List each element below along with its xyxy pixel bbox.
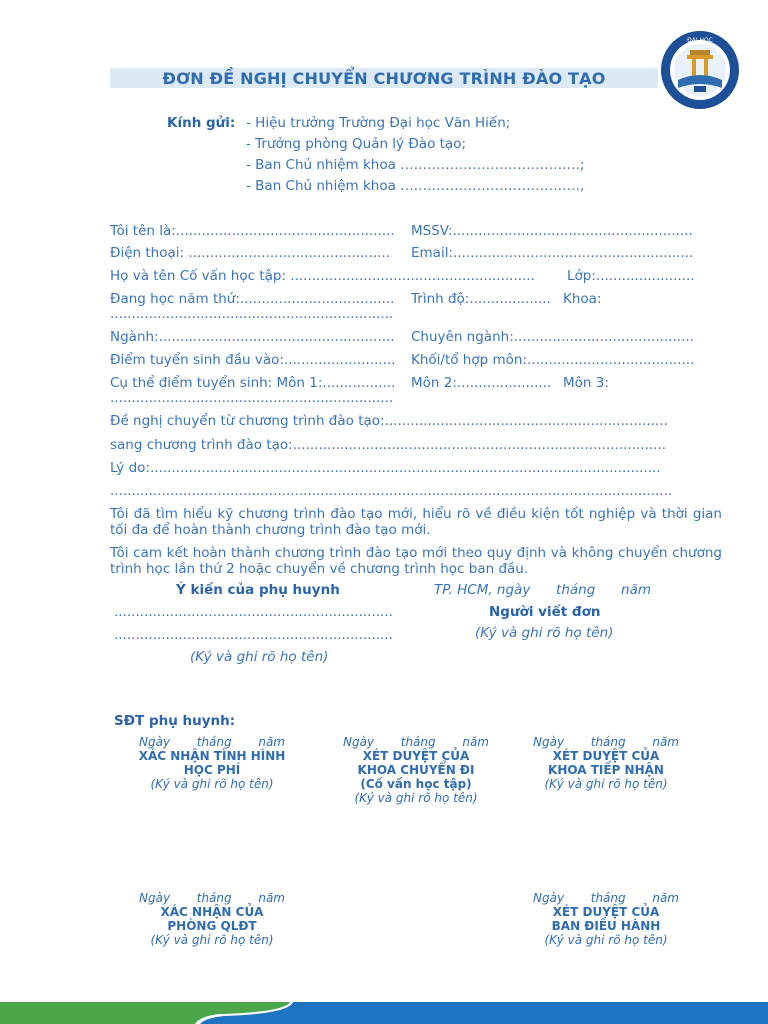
date-line: Ngày tháng năm xyxy=(139,735,285,749)
reason-continued: ................................................................................................................................... xyxy=(110,483,673,499)
statement-commitment: Tôi cam kết hoàn thành chương trình đào tạo mới theo quy định và không chuyển chương trình học lần thứ 2 hoặc chuyển về chương trình học ban đầu. xyxy=(110,545,722,577)
level-field: Trình độ:................... xyxy=(411,291,551,307)
reason-field: Lý do:....................................................................................................................... xyxy=(110,460,661,476)
form-title: ĐƠN ĐỀ NGHỊ CHUYỂN CHƯƠNG TRÌNH ĐÀO TẠO xyxy=(162,69,606,88)
class-field: Lớp:....................... xyxy=(567,268,695,284)
to-program-field: sang chương trình đào tạo:....................................................................................... xyxy=(110,437,667,453)
block-heading: PHÒNG QLĐT xyxy=(167,919,257,933)
date-line: Ngày tháng năm xyxy=(139,891,285,905)
subject-3-continued: .................................................................. xyxy=(110,390,394,406)
recipient-line-1: - Hiệu trưởng Trường Đại học Văn Hiến; xyxy=(246,115,511,131)
leaving-faculty-block xyxy=(326,735,506,805)
specialization-field: Chuyên ngành:.......................................... xyxy=(411,329,694,345)
statement-understanding: Tôi đã tìm hiểu kỹ chương trình đào tạo mới, hiểu rõ về điều kiện tốt nghiệp và thời gian tối đa để hoàn thành chương trình đào tạo mới. xyxy=(110,506,722,538)
parent-opinion-line-1: ................................................................. xyxy=(114,604,393,620)
board-approval-block xyxy=(516,891,696,947)
advisor-field: Họ và tên Cố vấn học tập: ......................................................... xyxy=(110,268,535,284)
parent-phone-label: SĐT phụ huynh: xyxy=(114,713,236,729)
qldt-confirmation-block xyxy=(122,891,302,947)
applicant-title: Người viết đơn xyxy=(489,604,601,620)
block-heading: XÁC NHẬN CỦA xyxy=(160,905,264,919)
subject-group-field: Khối/tổ hợp môn:....................................... xyxy=(411,352,695,368)
sign-note: (Ký và ghi rõ họ tên) xyxy=(544,777,668,791)
recipient-line-3: - Ban Chủ nhiệm khoa ……………………………….…; xyxy=(246,157,585,173)
block-heading: KHOA CHUYỂN ĐI xyxy=(357,763,475,777)
faculty-field: Khoa: xyxy=(563,291,602,307)
footer-wave xyxy=(0,1002,768,1024)
receiving-faculty-block xyxy=(516,735,696,791)
block-heading: HỌC PHÍ xyxy=(183,763,241,777)
major-field: Ngành:....................................................... xyxy=(110,329,395,345)
parent-opinion-title: Ý kiến của phụ huynh xyxy=(176,582,340,598)
block-heading: XÉT DUYỆT CỦA xyxy=(362,749,470,763)
faculty-field-continued: .................................................................. xyxy=(110,306,394,322)
recipient-line-2: - Trưởng phòng Quản lý Đào tạo; xyxy=(246,136,467,152)
parent-sign-note: (Ký và ghi rõ họ tên) xyxy=(190,649,329,665)
block-heading: KHOA TIẾP NHẬN xyxy=(548,763,664,777)
score-detail-field: Cụ thể điểm tuyển sinh: Môn 1:................. xyxy=(110,375,396,391)
block-heading: XÁC NHẬN TÌNH HÌNH xyxy=(138,749,286,763)
from-program-field: Đề nghị chuyển từ chương trình đào tạo:.................................................................. xyxy=(110,413,668,429)
parent-opinion-line-2: ................................................................. xyxy=(114,627,393,643)
student-id-field: MSSV:........................................................ xyxy=(411,223,693,239)
name-field: Tôi tên là:................................................... xyxy=(110,223,395,239)
fee-confirmation-block xyxy=(122,735,302,791)
block-heading: BAN ĐIỀU HÀNH xyxy=(551,919,661,933)
applicant-sign-note: (Ký và ghi rõ họ tên) xyxy=(475,625,614,641)
block-heading: XÉT DUYỆT CỦA xyxy=(552,905,660,919)
svg-text:ĐẠI HỌC: ĐẠI HỌC xyxy=(687,37,713,44)
block-heading: (Cố vấn học tập) xyxy=(360,777,472,791)
entry-score-field: Điểm tuyển sinh đầu vào:.......................... xyxy=(110,352,396,368)
university-logo xyxy=(660,30,740,110)
phone-field: Điện thoại: ............................................... xyxy=(110,245,391,261)
sign-note: (Ký và ghi rõ họ tên) xyxy=(544,933,668,947)
sign-note: (Ký và ghi rõ họ tên) xyxy=(354,791,478,805)
date-line: Ngày tháng năm xyxy=(343,735,489,749)
date-line: Ngày tháng năm xyxy=(533,891,679,905)
sign-note: (Ký và ghi rõ họ tên) xyxy=(150,777,274,791)
subject-3-field: Môn 3: xyxy=(563,375,609,391)
recipient-label: Kính gửi: xyxy=(167,115,236,131)
year-field: Đang học năm thứ:.................................... xyxy=(110,291,395,307)
recipient-line-4: - Ban Chủ nhiệm khoa …………………………………., xyxy=(246,178,585,194)
block-heading: XÉT DUYỆT CỦA xyxy=(552,749,660,763)
date-place: TP. HCM, ngày tháng năm xyxy=(434,582,652,598)
email-field: Email:........................................................ xyxy=(411,245,694,261)
subject-2-field: Môn 2:...................... xyxy=(411,375,552,391)
date-line: Ngày tháng năm xyxy=(533,735,679,749)
sign-note: (Ký và ghi rõ họ tên) xyxy=(150,933,274,947)
